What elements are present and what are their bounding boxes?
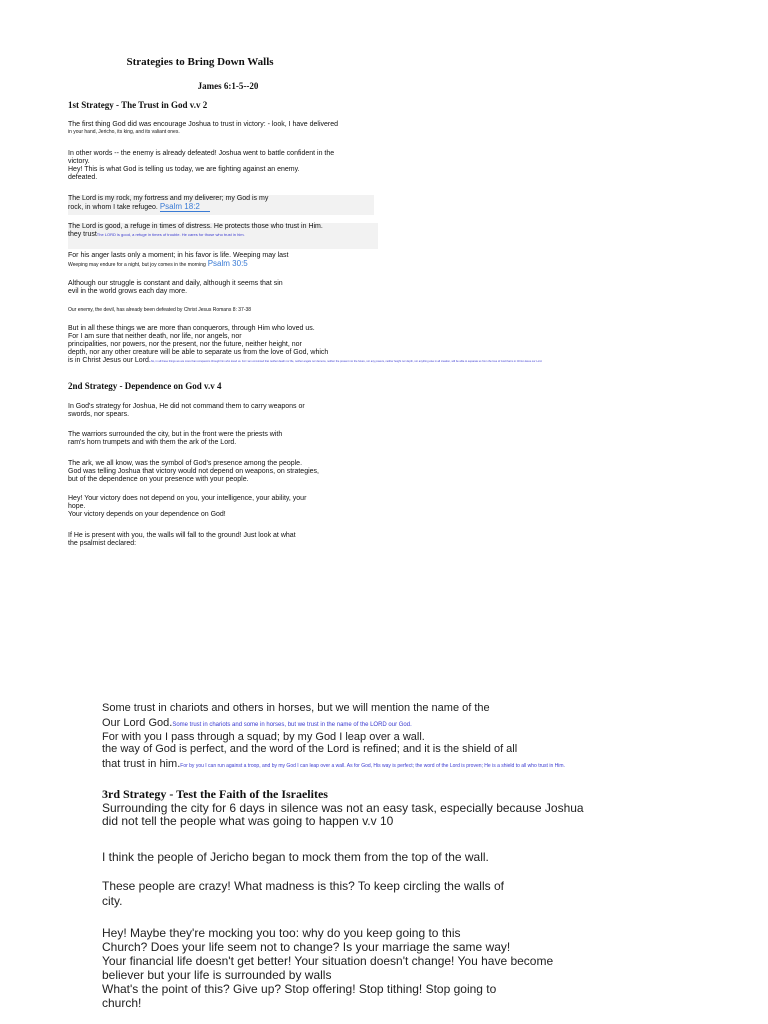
inline-verse-link[interactable]: For by you I can run against a troop, and by my God I can leap over a wall. As for God, His way is perfect; the word of the Lord is proven; He is a shield to all who trust in Him. xyxy=(180,763,565,769)
psalm-quote-block xyxy=(102,702,565,772)
inline-verse-link[interactable]: No, in all these things we are more than conquerors through him who loved us. For I am convinced that neither death nor life, neither angels nor demons, neither the present nor the future, nor any powers, neither height nor depth, nor anything else in all creation, will be able to separate us from the love of God that is in Christ Jesus our Lord. xyxy=(150,360,543,363)
s2-paragraph-5 xyxy=(68,532,296,548)
s1-paragraph-4 xyxy=(68,280,283,296)
text-line: What's the point of this? Give up? Stop offering! Stop tithing! Stop going to xyxy=(102,982,497,996)
text-line xyxy=(102,758,565,772)
text-line xyxy=(102,717,565,731)
text-line: For with you I pass through a squad; by my God I leap over a wall. xyxy=(102,731,425,743)
text-line xyxy=(68,231,378,239)
text-span: Our Lord God. xyxy=(102,717,173,729)
s2-paragraph-2 xyxy=(68,431,282,447)
section-2-heading: 2nd Strategy - Dependence on God v.v 4 xyxy=(68,381,222,391)
text-line: Surrounding the city for 6 days in silence was not an easy task, especially because Joshua xyxy=(102,801,584,815)
text-line xyxy=(68,260,288,269)
text-line: God was telling Joshua that victory would not depend on weapons, on strategies, xyxy=(68,468,319,475)
text-line: Hey! Maybe they're mocking you too: why do you keep going to this xyxy=(102,926,461,940)
psalm-30-link[interactable]: Psalm 30:5 xyxy=(207,259,248,268)
text-line: church! xyxy=(102,996,142,1010)
text-span: that trust in him. xyxy=(102,758,181,770)
text-line: Your victory depends on your dependence on God! xyxy=(68,511,226,518)
text-line: the psalmist declared: xyxy=(68,540,137,547)
text-span: is in Christ Jesus our Lord. xyxy=(68,357,151,364)
text-span: Weeping may endure for a night, but joy comes in the morning xyxy=(68,262,206,268)
text-line: Church? Does your life seem not to change? Is your marriage the same way! xyxy=(102,940,511,954)
psalm-18-link[interactable]: Psalm 18:2 xyxy=(160,202,210,212)
text-line: The Lord is my rock, my fortress and my deliverer; my God is my xyxy=(68,195,269,202)
text-line: the way of God is perfect, and the word of the Lord is refined; and it is the shield of all xyxy=(102,743,518,755)
text-line: evil in the world grows each day more. xyxy=(68,288,188,295)
s1-paragraph-5: Our enemy, the devil, has already been defeated by Christ Jesus Romans 8: 37-38 xyxy=(68,307,252,313)
text-line: For I am sure that neither death, nor life, nor angels, nor xyxy=(68,333,242,340)
text-line: The warriors surrounded the city, but in the front were the priests with xyxy=(68,431,283,438)
psalm-18-quote xyxy=(68,195,374,215)
text-line: hope. xyxy=(68,503,86,510)
psalm-refuge-quote xyxy=(68,223,378,249)
text-line: The Lord is good, a refuge in times of distress. He protects those who trust in Him. xyxy=(68,223,323,230)
s1-paragraph-2 xyxy=(68,150,334,182)
text-line: The ark, we all know, was the symbol of God's presence among the people. xyxy=(68,460,303,467)
text-line: Some trust in chariots and others in horses, but we will mention the name of the xyxy=(102,702,490,714)
text-line: For his anger lasts only a moment; in his favor is life. Weeping may last xyxy=(68,252,289,259)
text-line: city. xyxy=(102,894,123,908)
text-line: believer but your life is surrounded by walls xyxy=(102,968,332,982)
text-line: The first thing God did was encourage Joshua to trust in victory: - look, I have delivered xyxy=(68,121,339,128)
s3-paragraph-3 xyxy=(102,879,504,909)
text-line: Although our struggle is constant and daily, although it seems that sin xyxy=(68,280,283,287)
text-line: Hey! Your victory does not depend on you, your intelligence, your ability, your xyxy=(68,495,307,502)
s1-paragraph-6 xyxy=(68,325,542,365)
text-line: depth, nor any other creature will be able to separate us from the love of God, which xyxy=(68,349,329,356)
text-line: swords, nor spears. xyxy=(68,411,130,418)
text-line: In God's strategy for Joshua, He did not command them to carry weapons or xyxy=(68,403,305,410)
text-line: If He is present with you, the walls will fall to the ground! Just look at what xyxy=(68,532,296,539)
text-line: victory. xyxy=(68,158,90,165)
section-3-heading: 3rd Strategy - Test the Faith of the Israelites xyxy=(102,787,328,801)
s2-paragraph-3 xyxy=(68,460,319,484)
scripture-reference: James 6:1-5--20 xyxy=(197,81,259,91)
text-line xyxy=(68,203,374,212)
text-line: did not tell the people what was going to happen v.v 10 xyxy=(102,814,394,828)
text-line: in your hand, Jericho, its king, and its valiant ones. xyxy=(68,129,180,135)
inline-verse-link[interactable]: The LORD is good, a refuge in times of trouble. He cares for those who trust in him. xyxy=(96,232,245,237)
s3-paragraph-1 xyxy=(102,802,584,828)
text-line: Your financial life doesn't get better! Your situation doesn't change! You have become xyxy=(102,954,554,968)
text-line: In other words -- the enemy is already defeated! Joshua went to battle confident in the xyxy=(68,150,335,157)
text-line: These people are crazy! What madness is this? To keep circling the walls of xyxy=(102,879,504,893)
text-line: defeated. xyxy=(68,174,98,181)
s2-paragraph-4 xyxy=(68,495,306,519)
text-line xyxy=(68,357,542,365)
text-line: but of the dependence on your presence with your people. xyxy=(68,476,249,483)
s3-paragraph-4 xyxy=(102,926,553,1010)
inline-verse-link[interactable]: Some trust in chariots and some in horses, but we trust in the name of the LORD our God. xyxy=(172,722,412,728)
section-1-heading: 1st Strategy - The Trust in God v.v 2 xyxy=(68,100,208,110)
text-line: ram's horn trumpets and with them the ark of the Lord. xyxy=(68,439,237,446)
text-line: principalities, nor powers, nor the present, nor the future, neither height, nor xyxy=(68,341,302,348)
s1-paragraph-1 xyxy=(68,121,338,135)
document-title: Strategies to Bring Down Walls xyxy=(126,56,274,68)
text-line: But in all these things we are more than conquerors, through Him who loved us. xyxy=(68,325,315,332)
text-line: Hey! This is what God is telling us today, we are fighting against an enemy. xyxy=(68,166,300,173)
s3-paragraph-2: I think the people of Jericho began to mock them from the top of the wall. xyxy=(102,850,489,864)
text-span: rock, in whom I take refugeo. xyxy=(68,204,158,211)
s2-paragraph-1 xyxy=(68,403,305,419)
text-span: they trust xyxy=(68,231,97,238)
s1-paragraph-3 xyxy=(68,252,288,269)
